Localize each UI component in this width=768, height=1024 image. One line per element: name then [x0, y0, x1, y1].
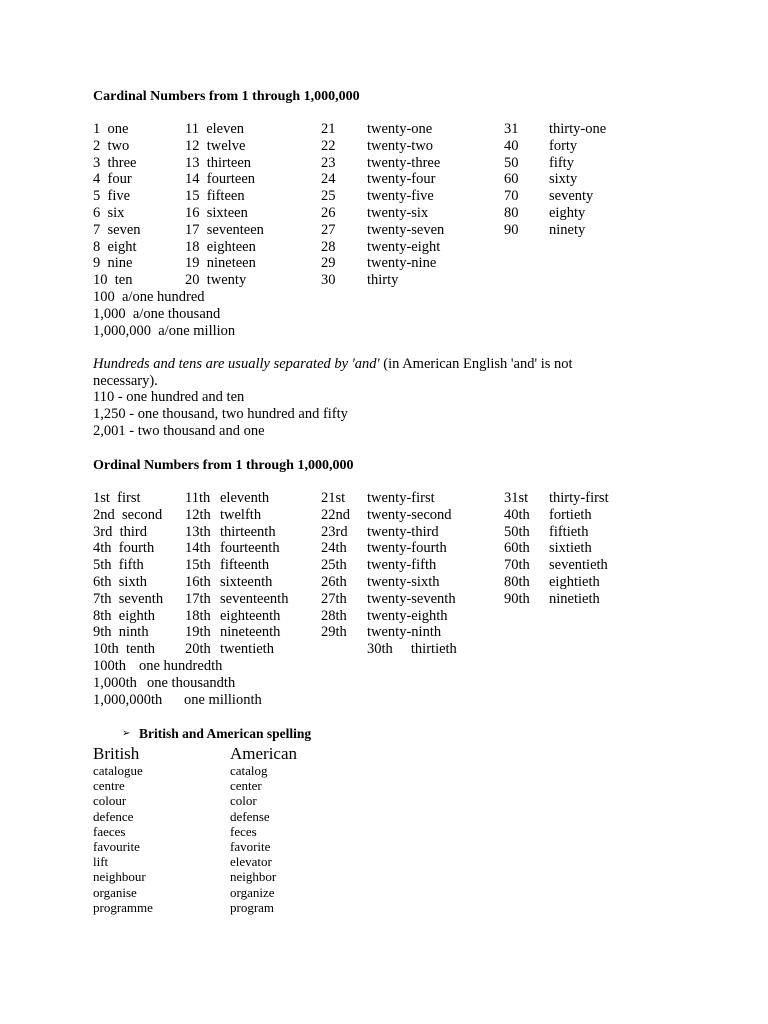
ordinal-column-3-numbers [321, 490, 350, 641]
cardinal-number: 50 [504, 154, 519, 171]
ordinal-word: seventeenth [220, 590, 289, 607]
ordinal-word: twenty-fifth [367, 557, 437, 574]
ordinal-number: 21st [321, 490, 346, 506]
ordinal-column-3-words [367, 490, 456, 641]
ordinal-number: 20th [185, 641, 211, 658]
ordinal-entry: 6th sixth [93, 573, 147, 590]
cardinal-word: eighty [549, 204, 586, 221]
cardinal-entry: 12 twelve [185, 137, 246, 154]
cardinal-column-1 [93, 121, 141, 289]
ordinal-entry: 7th seventh [93, 590, 164, 607]
cardinal-word: forty [549, 137, 578, 154]
cardinal-number: 60 [504, 171, 519, 188]
ordinal-word: twenty-fourth [367, 540, 447, 557]
ordinal-word: twenty-first [367, 490, 435, 506]
ordinal-word: thirteenth [220, 523, 276, 540]
ordinal-entry: 4th fourth [93, 540, 155, 557]
ordinal-entry: 8th eighth [93, 607, 156, 624]
ordinal-millionth-word: one millionth [184, 692, 262, 708]
british-spellings [93, 763, 153, 915]
ordinal-column-1 [93, 490, 163, 658]
cardinal-word: twenty-three [367, 154, 441, 171]
cardinal-number: 28 [321, 238, 336, 255]
american-word: program [230, 899, 275, 915]
british-header: British [93, 744, 140, 763]
ordinal-word: sixteenth [220, 573, 273, 590]
note-italic: Hundreds and tens are usually separated by 'and' [93, 356, 380, 372]
cardinal-large-entry: 1,000,000 a/one million [93, 322, 236, 339]
ordinal-number: 22nd [321, 506, 350, 523]
cardinal-entry: 17 seventeen [185, 221, 264, 238]
note-example: 110 - one hundred and ten [93, 389, 245, 405]
cardinal-word: fifty [549, 154, 574, 171]
cardinal-word: twenty-four [367, 171, 436, 188]
cardinal-column-3-numbers [321, 121, 336, 289]
cardinal-word: sixty [549, 171, 578, 188]
ordinal-word: ninetieth [549, 590, 600, 607]
ordinal-word: twenty-second [367, 506, 452, 523]
ordinal-large-number: 1,000th [93, 674, 137, 691]
cardinal-entry: 19 nineteen [185, 255, 256, 272]
cardinal-large-numbers [93, 289, 235, 339]
ordinal-word: eighteenth [220, 607, 281, 624]
ordinal-thirtieth: 30th thirtieth [367, 641, 457, 657]
cardinal-word: twenty-eight [367, 238, 441, 255]
ordinal-number: 11th [185, 490, 211, 506]
ordinal-word: twelfth [220, 506, 262, 523]
ordinal-number: 27th [321, 590, 347, 607]
ordinal-word: twenty-third [367, 523, 439, 540]
cardinal-large-entry: 1,000 a/one thousand [93, 305, 221, 322]
american-word: neighbor [230, 869, 277, 885]
american-header: American [230, 744, 298, 763]
cardinal-entry: 16 sixteen [185, 204, 248, 221]
ordinal-thousandth-word: one thousandth [147, 675, 236, 691]
cardinal-number: 22 [321, 137, 336, 154]
ordinal-number: 90th [504, 590, 530, 607]
cardinal-entry: 5 five [93, 188, 131, 205]
ordinal-column-2-numbers [185, 490, 211, 658]
cardinal-entry: 4 four [93, 171, 132, 188]
british-word: faeces [93, 823, 126, 839]
ordinal-word: twentieth [220, 641, 274, 658]
arrow-bullet-icon: ➢ [122, 728, 131, 739]
cardinal-column-4-words [549, 121, 606, 239]
ordinal-word: eleventh [220, 490, 270, 506]
cardinal-number: 21 [321, 121, 336, 137]
ordinal-number: 24th [321, 540, 347, 557]
cardinal-entry: 8 eight [93, 238, 137, 255]
cardinal-word: twenty-seven [367, 221, 445, 238]
ordinal-word: twenty-ninth [367, 624, 442, 641]
cardinal-word: thirty-one [549, 121, 607, 137]
cardinal-entry: 11 eleven [185, 121, 245, 137]
ordinal-number: 70th [504, 557, 530, 574]
ordinal-number: 13th [185, 523, 211, 540]
note-example: 1,250 - one thousand, two hundred and fifty [93, 405, 348, 422]
cardinal-number: 27 [321, 221, 336, 238]
cardinal-entry: 20 twenty [185, 272, 247, 289]
ordinal-number: 18th [185, 607, 211, 624]
cardinal-number: 29 [321, 255, 336, 272]
cardinal-entry: 9 nine [93, 255, 133, 272]
ordinal-number: 14th [185, 540, 211, 557]
ordinal-word: sixtieth [549, 540, 592, 557]
cardinal-number: 23 [321, 154, 336, 171]
ordinal-number: 40th [504, 506, 530, 523]
ordinal-column-2-words [220, 490, 288, 658]
ordinal-number: 60th [504, 540, 530, 557]
cardinal-word: thirty [367, 272, 399, 289]
american-word: organize [230, 884, 275, 900]
note-example: 2,001 - two thousand and one [93, 422, 265, 439]
ordinal-number: 25th [321, 557, 347, 574]
ordinal-number: 80th [504, 573, 530, 590]
british-word: organise [93, 884, 137, 900]
british-word: lift [93, 854, 109, 870]
cardinal-column-2 [185, 121, 264, 289]
british-word: favourite [93, 839, 140, 855]
note-examples [93, 389, 348, 439]
ordinal-number: 23rd [321, 523, 348, 540]
cardinal-entry: 1 one [93, 121, 129, 137]
ordinal-number: 50th [504, 523, 530, 540]
american-word: elevator [230, 854, 272, 870]
cardinal-entry: 14 fourteen [185, 171, 256, 188]
ordinal-word: twenty-eighth [367, 607, 448, 624]
cardinal-number: 80 [504, 204, 519, 221]
note-line-1 [93, 356, 573, 373]
ordinal-number: 29th [321, 624, 347, 641]
american-word: color [230, 793, 257, 809]
british-word: programme [93, 899, 153, 915]
ordinal-word: twenty-seventh [367, 590, 456, 607]
ordinal-entry: 2nd second [93, 506, 163, 523]
ordinal-column-4-numbers [504, 490, 530, 608]
note-rest: (in American English 'and' is not [379, 356, 573, 372]
british-word: centre [93, 778, 125, 794]
cardinal-number: 25 [321, 188, 336, 205]
cardinal-entry: 18 eighteen [185, 238, 256, 255]
american-word: favorite [230, 839, 271, 855]
cardinal-number: 30 [321, 272, 336, 289]
ordinal-word: fourteenth [220, 540, 280, 557]
cardinal-title: Cardinal Numbers from 1 through 1,000,000 [93, 89, 360, 104]
cardinal-number: 90 [504, 221, 519, 238]
cardinal-number: 40 [504, 137, 519, 154]
ordinal-number: 28th [321, 607, 347, 624]
ordinal-number: 17th [185, 590, 211, 607]
american-word: defense [230, 808, 270, 824]
cardinal-column-3-words [367, 121, 444, 289]
cardinal-number: 31 [504, 121, 519, 137]
cardinal-number: 70 [504, 188, 519, 205]
ordinal-word: thirty-first [549, 490, 609, 506]
ordinal-word: fortieth [549, 506, 592, 523]
british-word: defence [93, 808, 134, 824]
ordinal-entry: 9th ninth [93, 624, 149, 641]
ordinal-word: fiftieth [549, 523, 589, 540]
cardinal-number: 26 [321, 204, 336, 221]
ordinal-entry: 1st first [93, 490, 141, 506]
ordinal-entry: 10th tenth [93, 641, 156, 658]
american-spellings [230, 763, 276, 915]
cardinal-word: twenty-nine [367, 255, 437, 272]
cardinal-word: twenty-six [367, 204, 429, 221]
cardinal-large-entry: 100 a/one hundred [93, 289, 205, 305]
cardinal-word: twenty-two [367, 137, 434, 154]
american-word: feces [230, 823, 257, 839]
cardinal-entry: 3 three [93, 154, 137, 171]
cardinal-column-4-numbers [504, 121, 519, 239]
note-line-2: necessary). [93, 373, 158, 389]
cardinal-entry: 15 fifteen [185, 188, 245, 205]
ordinal-word: twenty-sixth [367, 573, 440, 590]
american-word: center [230, 778, 262, 794]
ordinal-number: 31st [504, 490, 529, 506]
british-word: catalogue [93, 763, 143, 778]
cardinal-word: ninety [549, 221, 586, 238]
cardinal-entry: 13 thirteen [185, 154, 252, 171]
ordinal-number: 26th [321, 573, 347, 590]
british-word: neighbour [93, 869, 146, 885]
ordinal-word: fifteenth [220, 557, 270, 574]
cardinal-entry: 10 ten [93, 272, 133, 289]
ordinal-number: 12th [185, 506, 211, 523]
ordinal-word: eightieth [549, 573, 600, 590]
ordinal-title: Ordinal Numbers from 1 through 1,000,000 [93, 458, 354, 473]
ordinal-entry: 5th fifth [93, 557, 144, 574]
ordinal-word: seventieth [549, 557, 608, 574]
ordinal-large-number: 1,000,000th [93, 691, 163, 708]
american-word: catalog [230, 763, 268, 778]
cardinal-word: twenty-one [367, 121, 433, 137]
ordinal-number: 16th [185, 573, 211, 590]
british-word: colour [93, 793, 127, 809]
ordinal-entry: 3rd third [93, 523, 147, 540]
ordinal-hundredth-word: one hundredth [139, 658, 223, 674]
ordinal-column-4-words [549, 490, 609, 608]
ordinal-word: nineteenth [220, 624, 281, 641]
cardinal-number: 24 [321, 171, 336, 188]
ordinal-number: 19th [185, 624, 211, 641]
cardinal-word: twenty-five [367, 188, 434, 205]
ordinal-number: 15th [185, 557, 211, 574]
spelling-title: British and American spelling [139, 726, 312, 741]
cardinal-word: seventy [549, 188, 594, 205]
cardinal-entry: 2 two [93, 137, 130, 154]
cardinal-entry: 6 six [93, 204, 125, 221]
cardinal-entry: 7 seven [93, 221, 141, 238]
ordinal-large-number: 100th [93, 658, 127, 674]
